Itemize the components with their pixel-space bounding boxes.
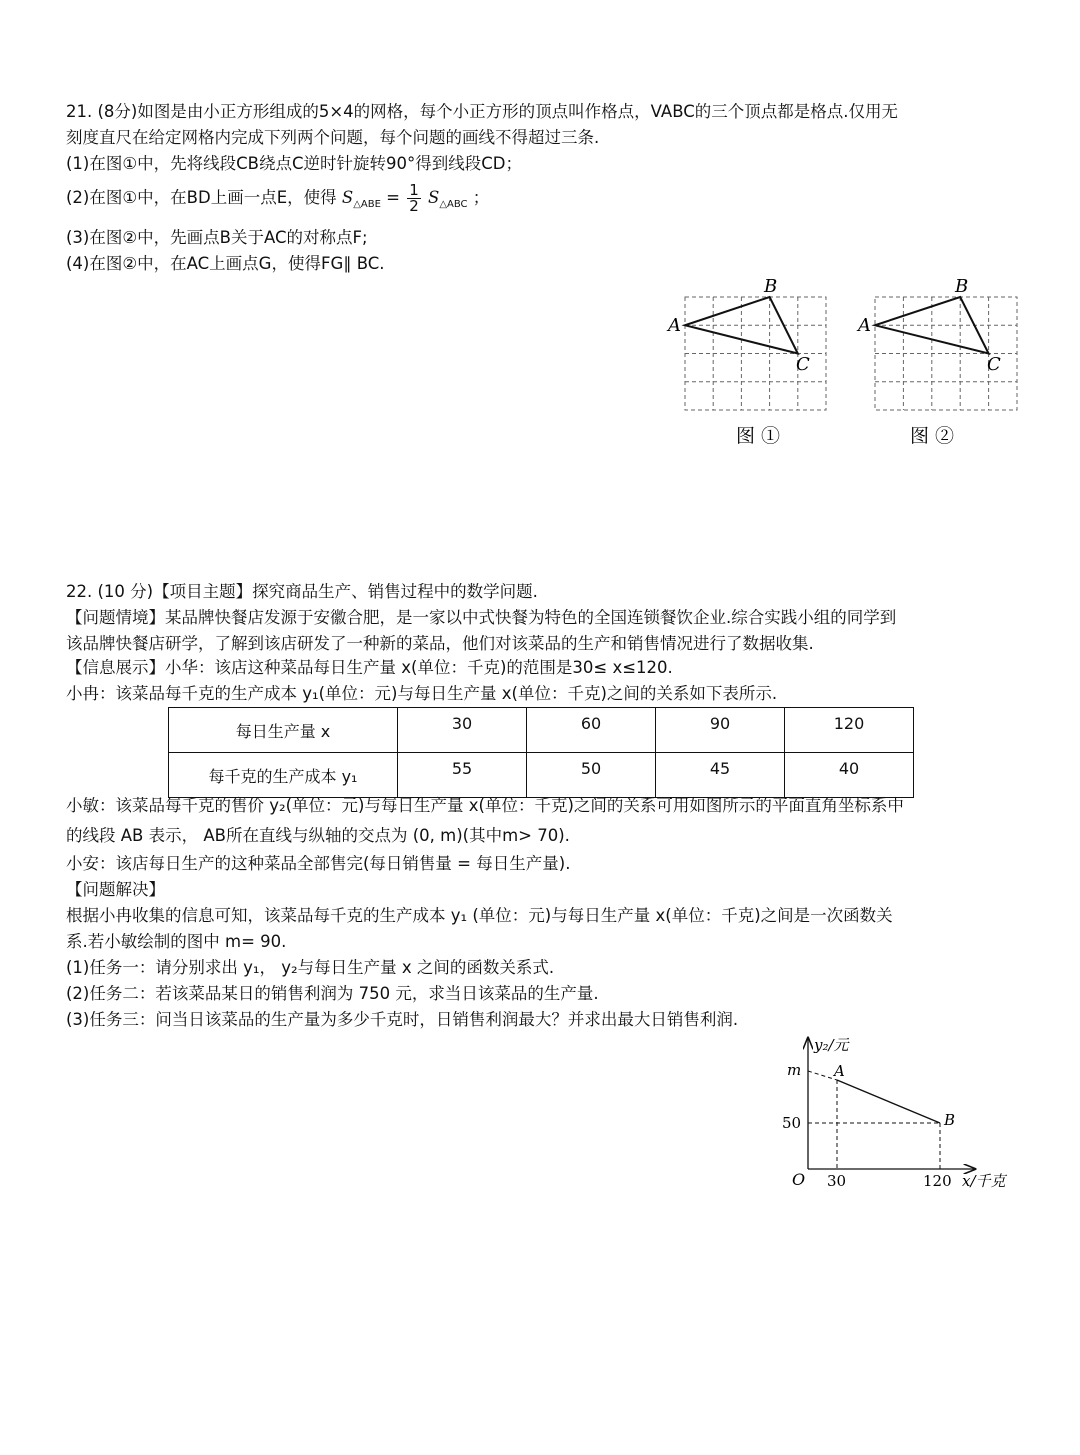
q22-min1: 小敏：该菜品每千克的售价 y₂(单位：元)与每日生产量 x(单位：千克)之间的关系可用如图所示的平面直角坐标系中 bbox=[66, 796, 904, 815]
extension-dash bbox=[808, 1071, 837, 1080]
y1-value-4: 40 bbox=[785, 753, 914, 798]
q21-task2-sub1: △ABE bbox=[353, 199, 381, 210]
m-label: m bbox=[787, 1061, 802, 1079]
q21-task2-end: ； bbox=[472, 188, 490, 207]
figure-2 bbox=[850, 270, 1040, 460]
q21-task2-eq: = bbox=[386, 188, 400, 207]
q21-task2-sub2: △ABC bbox=[439, 199, 468, 210]
x-value-2: 60 bbox=[527, 708, 656, 753]
x-value-4: 120 bbox=[785, 708, 914, 753]
q22-an: 小安：该店每日生产的这种菜品全部售完(每日销售量 = 每日生产量). bbox=[66, 854, 571, 873]
figure-1 bbox=[660, 270, 850, 460]
row1-header: 每日生产量 x bbox=[169, 708, 398, 753]
q21-task3: (3)在图②中，先画点B关于AC的对称点F; bbox=[66, 228, 368, 247]
q21-task2-s2: S bbox=[428, 188, 440, 207]
label-b-1: B bbox=[764, 276, 778, 297]
y1-value-3: 45 bbox=[656, 753, 785, 798]
q21-task2-pre: (2)在图①中，在BD上画一点E，使得 bbox=[66, 188, 337, 207]
q22-solve1: 根据小冉收集的信息可知，该菜品每千克的生产成本 y₁ (单位：元)与每日生产量 x(单位：千克)之间是一次函数关 bbox=[66, 906, 893, 925]
q22-task2: (2)任务二：若该菜品某日的销售利润为 750 元，求当日该菜品的生产量. bbox=[66, 984, 599, 1003]
q21-task4: (4)在图②中，在AC上画点G，使得FG∥ BC. bbox=[66, 254, 385, 273]
x120-label: 120 bbox=[923, 1172, 952, 1190]
label-c-1: C bbox=[796, 354, 810, 375]
y1-value-1: 55 bbox=[398, 753, 527, 798]
q22-solve-head: 【问题解决】 bbox=[66, 880, 165, 899]
label-a-2: A bbox=[858, 315, 871, 336]
q22-scene1: 【问题情境】某品牌快餐店发源于安徽合肥，是一家以中式快餐为特色的全国连锁餐饮企业.综合实践小组的同学到 bbox=[66, 608, 897, 627]
segment-ab bbox=[837, 1080, 940, 1123]
q22-solve2: 系.若小敏绘制的图中 m= 90. bbox=[66, 932, 287, 951]
y50-label: 50 bbox=[782, 1114, 802, 1132]
table-row bbox=[169, 753, 914, 798]
origin-label: O bbox=[792, 1170, 806, 1189]
table-row bbox=[169, 708, 914, 753]
q21-line1: 21. (8分)如图是由小正方形组成的5×4的网格，每个小正方形的顶点叫作格点，VABC的三个顶点都是格点.仅用无 bbox=[66, 102, 898, 121]
q22-title: 22. (10 分)【项目主题】探究商品生产、销售过程中的数学问题. bbox=[66, 582, 538, 601]
label-a-1: A bbox=[668, 315, 681, 336]
y1-value-2: 50 bbox=[527, 753, 656, 798]
q21-task2-fraction bbox=[407, 183, 421, 214]
q22-task1: (1)任务一：请分别求出 y₁， y₂与每日生产量 x 之间的函数关系式. bbox=[66, 958, 555, 977]
label-c-2: C bbox=[987, 354, 1001, 375]
point-b-label: B bbox=[944, 1111, 956, 1129]
q21-task2 bbox=[66, 183, 489, 217]
x-axis-label: x/千克 bbox=[962, 1172, 1006, 1190]
y-axis-label: y₂/元 bbox=[814, 1036, 849, 1054]
q22-info1: 【信息展示】小华：该店这种菜品每日生产量 x(单位：千克)的范围是30≤ x≤120. bbox=[66, 658, 673, 677]
price-graph bbox=[770, 1030, 1030, 1200]
q21-task1: (1)在图①中，先将线段CB绕点C逆时针旋转90°得到线段CD； bbox=[66, 154, 522, 173]
row2-header: 每千克的生产成本 y₁ bbox=[169, 753, 398, 798]
q22-scene2: 该品牌快餐店研学，了解到该店研发了一种新的菜品，他们对该菜品的生产和销售情况进行了数据收集. bbox=[66, 634, 814, 653]
q22-task3: (3)任务三：问当日该菜品的生产量为多少千克时，日销售利润最大？并求出最大日销售利润. bbox=[66, 1010, 739, 1029]
q22-info2: 小冉：该菜品每千克的生产成本 y₁(单位：元)与每日生产量 x(单位：千克)之间的关系如下表所示. bbox=[66, 684, 778, 703]
q21-line2: 刻度直尺在给定网格内完成下列两个问题，每个问题的画线不得超过三条. bbox=[66, 128, 600, 147]
figure-1-caption: 图 ① bbox=[736, 425, 781, 447]
fraction-numerator: 1 bbox=[409, 181, 419, 199]
q22-min2: 的线段 AB 表示， AB所在直线与纵轴的交点为 (0, m)(其中m> 70). bbox=[66, 826, 570, 845]
cost-table bbox=[168, 707, 914, 798]
label-b-2: B bbox=[955, 276, 969, 297]
x-value-1: 30 bbox=[398, 708, 527, 753]
q21-task2-s1: S bbox=[341, 188, 354, 207]
x30-label: 30 bbox=[827, 1172, 847, 1190]
point-a-label: A bbox=[834, 1062, 845, 1080]
fraction-denominator: 2 bbox=[409, 197, 419, 215]
figure-2-caption: 图 ② bbox=[910, 425, 955, 447]
x-value-3: 90 bbox=[656, 708, 785, 753]
